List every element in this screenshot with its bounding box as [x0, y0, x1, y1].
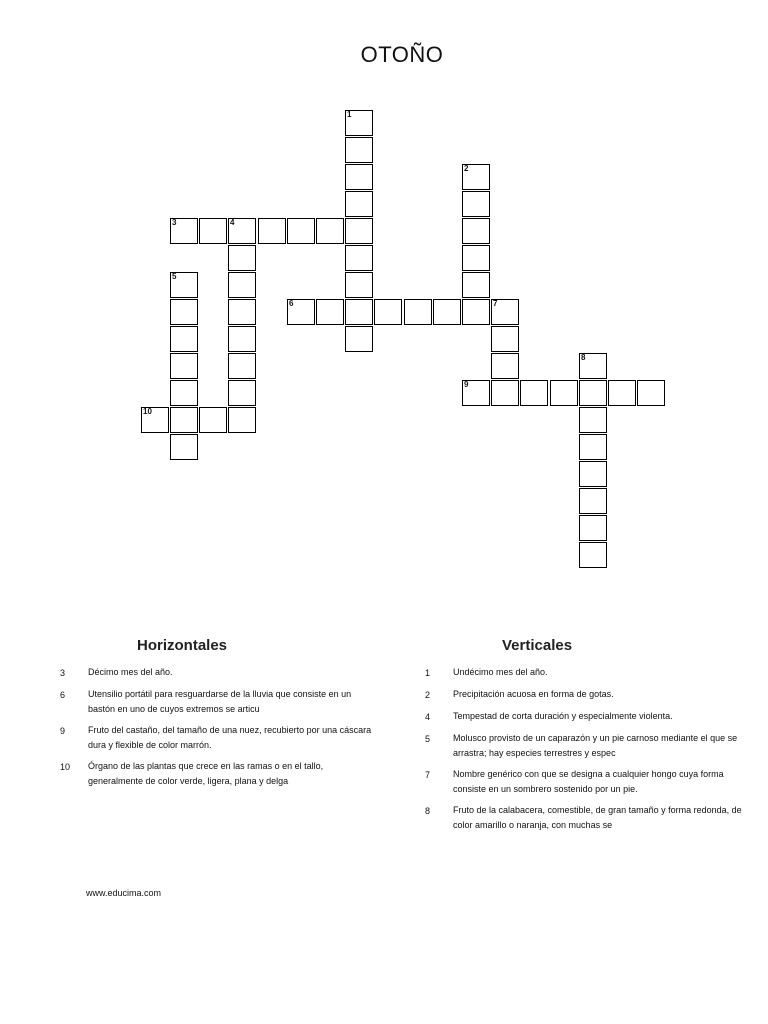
clue-text: Décimo mes del año. — [88, 667, 173, 677]
crossword-cell[interactable] — [491, 380, 519, 406]
crossword-cell[interactable] — [170, 218, 198, 244]
crossword-cell[interactable] — [258, 218, 286, 244]
clue-number: 7 — [425, 770, 431, 780]
crossword-cell[interactable] — [228, 272, 256, 298]
crossword-cell[interactable] — [345, 245, 373, 271]
clue-item — [425, 709, 750, 725]
crossword-cell[interactable] — [170, 299, 198, 325]
crossword-cell[interactable] — [141, 407, 169, 433]
crossword-cell[interactable] — [550, 380, 578, 406]
cell-number: 4 — [230, 218, 235, 227]
crossword-cell[interactable] — [228, 326, 256, 352]
crossword-cell[interactable] — [462, 272, 490, 298]
crossword-cell[interactable] — [579, 542, 607, 568]
crossword-cell[interactable] — [637, 380, 665, 406]
cell-number: 3 — [172, 218, 177, 227]
clue-number: 3 — [60, 668, 66, 678]
clue-text: Fruto de la calabacera, comestible, de gran tamaño y forma redonda, de color amarillo o naranja, con muchas se — [453, 805, 742, 830]
clue-number: 2 — [425, 690, 431, 700]
clue-text: Órgano de las plantas que crece en las ramas o en el tallo, generalmente de color verde, ligera, plana y delga — [88, 761, 324, 786]
crossword-cell[interactable] — [345, 191, 373, 217]
crossword-cell[interactable] — [608, 380, 636, 406]
crossword-cell[interactable] — [287, 218, 315, 244]
crossword-cell[interactable] — [170, 353, 198, 379]
crossword-cell[interactable] — [345, 137, 373, 163]
crossword-cell[interactable] — [345, 326, 373, 352]
crossword-cell[interactable] — [345, 218, 373, 244]
clue-number: 1 — [425, 668, 431, 678]
crossword-cell[interactable] — [170, 326, 198, 352]
crossword-cell[interactable] — [345, 110, 373, 136]
clue-text: Tempestad de corta duración y especialmente violenta. — [453, 711, 673, 721]
clue-text: Nombre genérico con que se designa a cualquier hongo cuya forma consiste en un sombrero sostenido por un pie. — [453, 769, 724, 794]
crossword-cell[interactable] — [170, 272, 198, 298]
crossword-cell[interactable] — [199, 218, 227, 244]
crossword-cell[interactable] — [345, 164, 373, 190]
cell-number: 7 — [493, 299, 498, 308]
clue-text: Utensilio portátil para resguardarse de la lluvia que consiste en un bastón en uno de cuyos extremos se articu — [88, 689, 352, 714]
crossword-cell[interactable] — [462, 299, 490, 325]
clue-text: Precipitación acuosa en forma de gotas. — [453, 689, 614, 699]
crossword-cell[interactable] — [579, 461, 607, 487]
crossword-cell[interactable] — [170, 407, 198, 433]
crossword-cell[interactable] — [228, 245, 256, 271]
clue-item — [425, 687, 750, 703]
horizontal-heading: Horizontales — [137, 637, 228, 654]
clue-text: Molusco provisto de un caparazón y un pie carnoso mediante el que se arrastra; hay especies terrestres y espec — [453, 733, 738, 758]
crossword-cell[interactable] — [404, 299, 432, 325]
crossword-cell[interactable] — [433, 299, 461, 325]
crossword-cell[interactable] — [462, 245, 490, 271]
clue-number: 9 — [60, 726, 66, 736]
vertical-heading: Verticales — [502, 637, 573, 654]
crossword-cell[interactable] — [374, 299, 402, 325]
clue-number: 10 — [60, 762, 71, 772]
crossword-cell[interactable] — [316, 218, 344, 244]
clue-text: Undécimo mes del año. — [453, 667, 548, 677]
cell-number: 6 — [289, 299, 294, 308]
cell-number: 5 — [172, 272, 177, 281]
crossword-cell[interactable] — [345, 272, 373, 298]
clue-item — [60, 665, 380, 681]
crossword-cell[interactable] — [170, 434, 198, 460]
crossword-cell[interactable] — [579, 353, 607, 379]
crossword-cell[interactable] — [462, 218, 490, 244]
cell-number: 1 — [347, 110, 352, 119]
clue-text: Fruto del castaño, del tamaño de una nuez, recubierto por una cáscara dura y flexible de color marrón. — [88, 725, 372, 750]
vertical-clues — [425, 665, 750, 839]
crossword-cell[interactable] — [199, 407, 227, 433]
crossword-cell[interactable] — [520, 380, 548, 406]
page-title: OTOÑO — [360, 42, 444, 67]
crossword-cell[interactable] — [491, 353, 519, 379]
crossword-cell[interactable] — [462, 191, 490, 217]
clue-number: 6 — [60, 690, 66, 700]
cell-number: 2 — [464, 164, 469, 173]
clue-number: 5 — [425, 734, 431, 744]
crossword-cell[interactable] — [579, 407, 607, 433]
crossword-cell[interactable] — [170, 380, 198, 406]
clue-item — [425, 731, 750, 761]
clue-item — [425, 767, 750, 797]
crossword-cell[interactable] — [579, 515, 607, 541]
crossword-cell[interactable] — [462, 164, 490, 190]
clue-item — [425, 803, 750, 833]
crossword-cell[interactable] — [228, 353, 256, 379]
crossword-cell[interactable] — [228, 380, 256, 406]
crossword-cell[interactable] — [228, 407, 256, 433]
crossword-cell[interactable] — [579, 380, 607, 406]
crossword-cell[interactable] — [462, 380, 490, 406]
clue-item — [60, 723, 380, 753]
cell-number: 10 — [143, 407, 152, 416]
crossword-cell[interactable] — [287, 299, 315, 325]
clue-item — [60, 759, 380, 789]
clue-number: 4 — [425, 712, 431, 722]
crossword-cell[interactable] — [345, 299, 373, 325]
cell-number: 9 — [464, 380, 469, 389]
cell-number: 8 — [581, 353, 586, 362]
crossword-cell[interactable] — [579, 488, 607, 514]
crossword-cell[interactable] — [491, 326, 519, 352]
crossword-cell[interactable] — [579, 434, 607, 460]
crossword-cell[interactable] — [316, 299, 344, 325]
clue-item — [60, 687, 380, 717]
horizontal-clues — [60, 665, 380, 795]
crossword-cell[interactable] — [228, 299, 256, 325]
clue-number: 8 — [425, 806, 431, 816]
footer-url: www.educima.com — [86, 888, 162, 898]
crossword-cell[interactable] — [491, 299, 519, 325]
clue-item — [425, 665, 750, 681]
crossword-cell[interactable] — [228, 218, 256, 244]
